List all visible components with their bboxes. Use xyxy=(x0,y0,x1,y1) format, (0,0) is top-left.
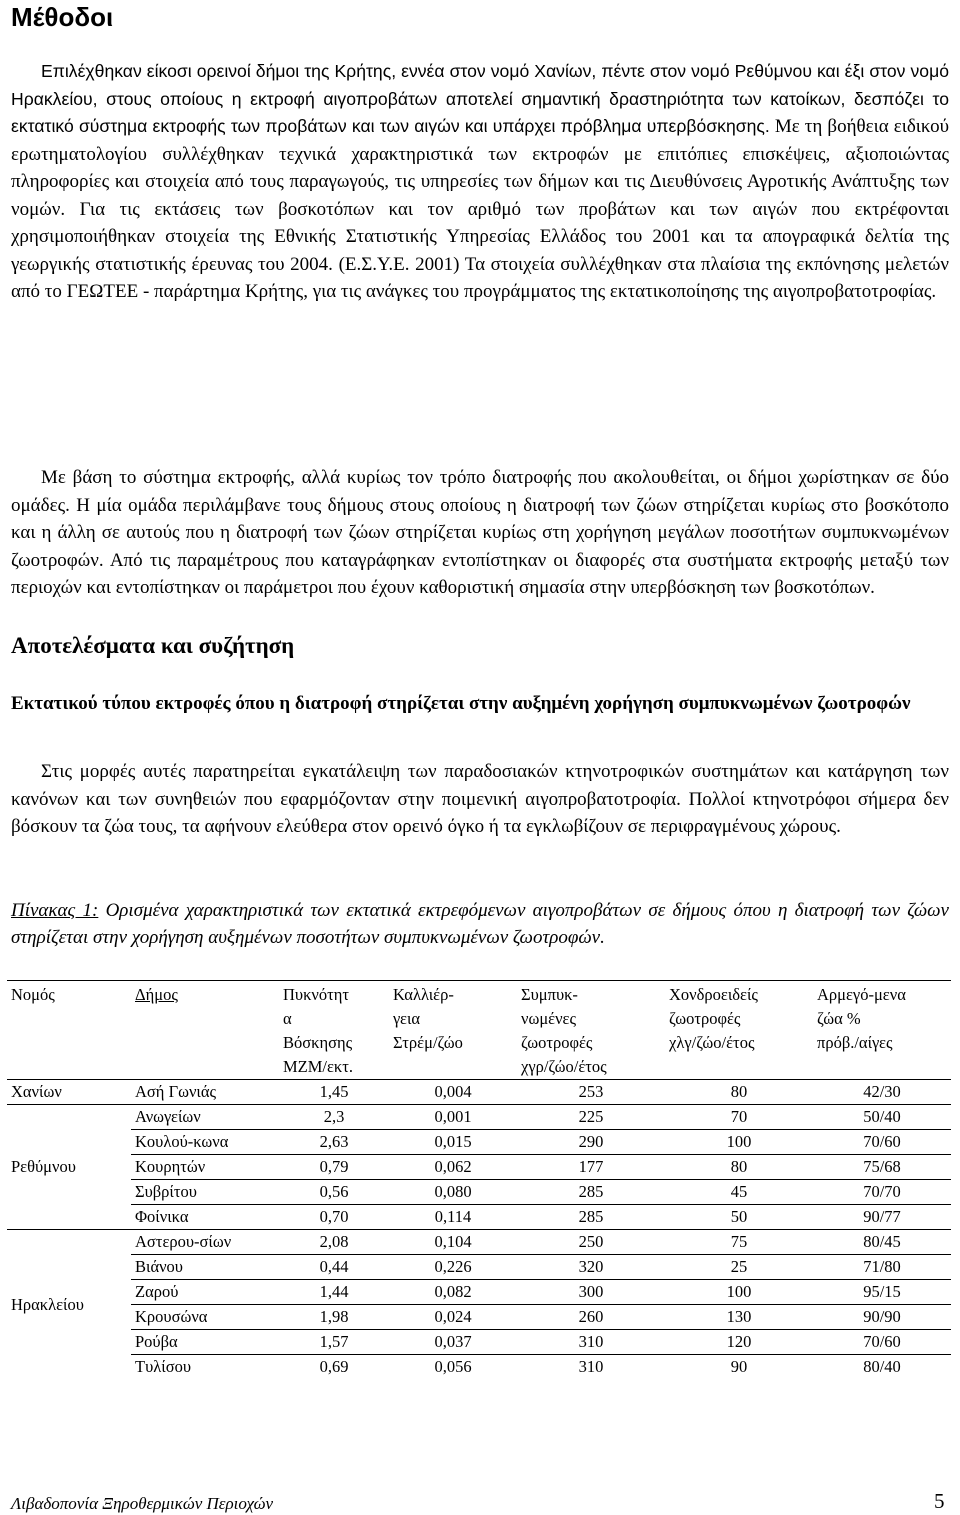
armegomena-cell: 75/68 xyxy=(813,1155,951,1180)
table-caption xyxy=(11,897,949,951)
table-row xyxy=(7,1255,951,1280)
dimos-cell: Ανωγείων xyxy=(131,1105,279,1130)
header-line: χλγ/ζώο/έτος xyxy=(669,1033,755,1052)
header-nomos: Νομός xyxy=(11,985,55,1004)
kalliergeia-cell: 0,001 xyxy=(389,1105,517,1130)
armegomena-cell: 71/80 xyxy=(813,1255,951,1280)
methods-paragraph-1-rest: Με τη βοήθεια ειδικού ερωτηματολογίου συλλέχθηκαν τεχνικά χαρακτηριστικά των εκτροφών με επιτόπιες επισκέψεις, αξιοποιώντας πληροφορίες και στοιχεία από τους παραγωγούς, τις υπηρεσίες των δήμων και τις Διευθύνσεις Αγροτικής Ανάπτυξης των νομών. Για τις εκτάσεις των βοσκοτόπων και τον αριθμό των προβάτων και των αιγών που εκτρέφονται χρησιμοποιήθηκαν στοιχεία της Εθνικής Στατιστικής Υπηρεσίας Ελλάδος του 2001 και τα απογραφικά δελτία της γεωργικής στατιστικής έρευνας του 2004. (Ε.Σ.Υ.Ε. 2001) Τα στοιχεία συλλέχθηκαν στα πλαίσια της εκπόνησης μελετών από το ΓΕΩΤΕΕ - παράρτημα Κρήτης, για τις ανάγκες του προγράμματος της εκτατικοποίησης της αιγοπροβατοτροφίας. xyxy=(11,116,949,302)
chondroeideis-cell: 80 xyxy=(665,1080,813,1105)
header-line: ΜΖΜ/εκτ. xyxy=(283,1057,354,1076)
table-caption-text: Ορισμένα χαρακτηριστικά των εκτατικά εκτρεφόμενων αιγοπροβάτων σε δήμους όπου η διατροφή των ζώων στηρίζεται στην χορήγηση αυξημένων ποσοτήτων συμπυκνωμένων ζωοτροφών. xyxy=(11,900,949,948)
header-line: Αρμεγό-μενα xyxy=(817,985,906,1004)
chondroeideis-cell: 45 xyxy=(665,1180,813,1205)
header-line: ζωοτροφές xyxy=(669,1009,741,1028)
header-line: α xyxy=(283,1009,292,1028)
chondroeideis-cell: 25 xyxy=(665,1255,813,1280)
pyknotita-cell: 0,56 xyxy=(279,1180,389,1205)
header-chondroeideis xyxy=(665,981,813,1080)
header-pyknotita xyxy=(279,981,389,1080)
sympyknomenes-cell: 285 xyxy=(517,1180,665,1205)
table-row xyxy=(7,1130,951,1155)
sympyknomenes-cell: 300 xyxy=(517,1280,665,1305)
sympyknomenes-cell: 310 xyxy=(517,1330,665,1355)
kalliergeia-cell: 0,037 xyxy=(389,1330,517,1355)
armegomena-cell: 70/60 xyxy=(813,1130,951,1155)
table-row xyxy=(7,1230,951,1255)
table-row xyxy=(7,1330,951,1355)
table-row xyxy=(7,1355,951,1380)
dimos-cell: Συβρίτου xyxy=(131,1180,279,1205)
header-line: Χονδροειδείς xyxy=(669,985,758,1004)
sympyknomenes-cell: 320 xyxy=(517,1255,665,1280)
header-line: Βόσκησης xyxy=(283,1033,353,1052)
table-row xyxy=(7,1280,951,1305)
chondroeideis-cell: 80 xyxy=(665,1155,813,1180)
dimos-cell: Τυλίσου xyxy=(131,1355,279,1380)
section-title-results: Αποτελέσματα και συζήτηση xyxy=(11,633,295,658)
dimos-cell: Ζαρού xyxy=(131,1280,279,1305)
header-line: Πυκνότητ xyxy=(283,985,349,1004)
chondroeideis-cell: 120 xyxy=(665,1330,813,1355)
pyknotita-cell: 0,69 xyxy=(279,1355,389,1380)
sympyknomenes-cell: 260 xyxy=(517,1305,665,1330)
kalliergeia-cell: 0,056 xyxy=(389,1355,517,1380)
kalliergeia-cell: 0,104 xyxy=(389,1230,517,1255)
armegomena-cell: 95/15 xyxy=(813,1280,951,1305)
table-row xyxy=(7,1105,951,1130)
sympyknomenes-cell: 253 xyxy=(517,1080,665,1105)
nomos-cell: Ρεθύμνου xyxy=(7,1105,131,1230)
chondroeideis-cell: 100 xyxy=(665,1280,813,1305)
kalliergeia-cell: 0,062 xyxy=(389,1155,517,1180)
header-line: νωμένες xyxy=(521,1009,577,1028)
pyknotita-cell: 0,44 xyxy=(279,1255,389,1280)
sympyknomenes-cell: 177 xyxy=(517,1155,665,1180)
header-dimos: Δήμος xyxy=(135,985,178,1004)
armegomena-cell: 42/30 xyxy=(813,1080,951,1105)
kalliergeia-cell: 0,080 xyxy=(389,1180,517,1205)
chondroeideis-cell: 130 xyxy=(665,1305,813,1330)
dimos-cell: Φοίνικα xyxy=(131,1205,279,1230)
table-row xyxy=(7,1205,951,1230)
chondroeideis-cell: 100 xyxy=(665,1130,813,1155)
dimos-cell: Κουρητών xyxy=(131,1155,279,1180)
pyknotita-cell: 1,45 xyxy=(279,1080,389,1105)
header-line: ζώα % xyxy=(817,1009,861,1028)
pyknotita-cell: 1,57 xyxy=(279,1330,389,1355)
table-row xyxy=(7,1080,951,1105)
methods-paragraph-1-sans: Επιλέχθηκαν είκοσι ορεινοί δήμοι της Κρήτης, εννέα στον νομό Χανίων, πέντε στον νομό Ρεθύμνου και έξι στον νομό Ηρακλείου, στους οποίους η εκτροφή αιγοπροβάτων αποτελεί σημαντική δραστηριότητα των κατοίκων, δεσπόζει το εκτατικό σύστημα εκτροφής των προβάτων και των αιγών και υπάρχει πρόβλημα υπερβόσκησης. xyxy=(11,61,949,136)
pyknotita-cell: 0,79 xyxy=(279,1155,389,1180)
header-armegomena xyxy=(813,981,951,1080)
nomos-cell: Χανίων xyxy=(7,1080,131,1105)
armegomena-cell: 70/60 xyxy=(813,1330,951,1355)
page-number: 5 xyxy=(934,1489,945,1513)
header-line: Συμπυκ- xyxy=(521,985,578,1004)
kalliergeia-cell: 0,226 xyxy=(389,1255,517,1280)
header-line: χγρ/ζώο/έτος xyxy=(521,1057,607,1076)
pyknotita-cell: 1,98 xyxy=(279,1305,389,1330)
table-row xyxy=(7,1305,951,1330)
nomos-cell: Ηρακλείου xyxy=(7,1230,131,1380)
sympyknomenes-cell: 310 xyxy=(517,1355,665,1380)
armegomena-cell: 90/77 xyxy=(813,1205,951,1230)
table-header-row xyxy=(7,981,951,1080)
table-body xyxy=(7,1080,951,1380)
pyknotita-cell: 1,44 xyxy=(279,1280,389,1305)
sympyknomenes-cell: 250 xyxy=(517,1230,665,1255)
armegomena-cell: 90/90 xyxy=(813,1305,951,1330)
dimos-cell: Βιάνου xyxy=(131,1255,279,1280)
results-paragraph: Στις μορφές αυτές παρατηρείται εγκατάλειψη των παραδοσιακών κτηνοτροφικών συστημάτων και κατάργηση των κανόνων και των συνηθειών που εφαρμόζονταν στην ποιμενική αιγοπροβατοτροφία. Πολλοί κτηνοτρόφοι σήμερα δεν βόσκουν τα ζώα τους, τα αφήνουν ελεύθερα στον ορεινό όγκο ή τα εγκλωβίζουν σε περιφραγμένους χώρους. xyxy=(11,761,949,837)
subsection-title: Εκτατικού τύπου εκτροφές όπου η διατροφή στηρίζεται στην αυξημένη χορήγηση συμπυκνωμένων ζωοτροφών xyxy=(11,693,911,714)
chondroeideis-cell: 50 xyxy=(665,1205,813,1230)
chondroeideis-cell: 70 xyxy=(665,1105,813,1130)
pyknotita-cell: 2,63 xyxy=(279,1130,389,1155)
header-line: Καλλιέρ- xyxy=(393,985,454,1004)
chondroeideis-cell: 90 xyxy=(665,1355,813,1380)
table-caption-label: Πίνακας 1: xyxy=(11,900,99,921)
sympyknomenes-cell: 290 xyxy=(517,1130,665,1155)
table-row xyxy=(7,1155,951,1180)
header-line: γεια xyxy=(393,1009,421,1028)
dimos-cell: Αστερου-σίων xyxy=(131,1230,279,1255)
methods-paragraph-1 xyxy=(11,58,949,306)
section-title-methods: Μέθοδοι xyxy=(11,2,114,32)
dimos-cell: Κουλού-κωνα xyxy=(131,1130,279,1155)
armegomena-cell: 80/45 xyxy=(813,1230,951,1255)
dimos-cell: Ρούβα xyxy=(131,1330,279,1355)
header-kalliergeia xyxy=(389,981,517,1080)
kalliergeia-cell: 0,024 xyxy=(389,1305,517,1330)
pyknotita-cell: 2,3 xyxy=(279,1105,389,1130)
armegomena-cell: 80/40 xyxy=(813,1355,951,1380)
pyknotita-cell: 2,08 xyxy=(279,1230,389,1255)
header-sympyknomenes xyxy=(517,981,665,1080)
sympyknomenes-cell: 285 xyxy=(517,1205,665,1230)
chondroeideis-cell: 75 xyxy=(665,1230,813,1255)
sympyknomenes-cell: 225 xyxy=(517,1105,665,1130)
kalliergeia-cell: 0,004 xyxy=(389,1080,517,1105)
armegomena-cell: 70/70 xyxy=(813,1180,951,1205)
table-row xyxy=(7,1180,951,1205)
data-table xyxy=(7,980,951,1379)
header-line: Στρέμ/ζώο xyxy=(393,1033,463,1052)
kalliergeia-cell: 0,082 xyxy=(389,1280,517,1305)
methods-paragraph-2: Με βάση το σύστημα εκτροφής, αλλά κυρίως τον τρόπο διατροφής που ακολουθείται, οι δήμοι χωρίστηκαν σε δύο ομάδες. Η μία ομάδα περιλάμβανε τους δήμους στους οποίους η διατροφή των ζώων στηρίζεται κυρίως στο βοσκότοπο και η άλλη σε αυτούς που η διατροφή των ζώων στηρίζεται κυρίως στη χορήγηση μεγάλων ποσοτήτων συμπυκνωμένων ζωοτροφών. Από τις παραμέτρους που καταγράφηκαν εντοπίστηκαν οι διαφορές στα συστήματα εκτροφής μεταξύ των περιοχών και εντοπίστηκαν οι παράμετροι που έχουν καθοριστική σημασία στην υπερβόσκηση των βοσκοτόπων. xyxy=(11,467,949,598)
dimos-cell: Κρουσώνα xyxy=(131,1305,279,1330)
pyknotita-cell: 0,70 xyxy=(279,1205,389,1230)
armegomena-cell: 50/40 xyxy=(813,1105,951,1130)
kalliergeia-cell: 0,015 xyxy=(389,1130,517,1155)
running-title: Λιβαδοπονία Ξηροθερμικών Περιοχών xyxy=(11,1494,274,1513)
header-line: ζωοτροφές xyxy=(521,1033,593,1052)
kalliergeia-cell: 0,114 xyxy=(389,1205,517,1230)
dimos-cell: Ασή Γωνιάς xyxy=(131,1080,279,1105)
header-line: πρόβ./αίγες xyxy=(817,1033,893,1052)
